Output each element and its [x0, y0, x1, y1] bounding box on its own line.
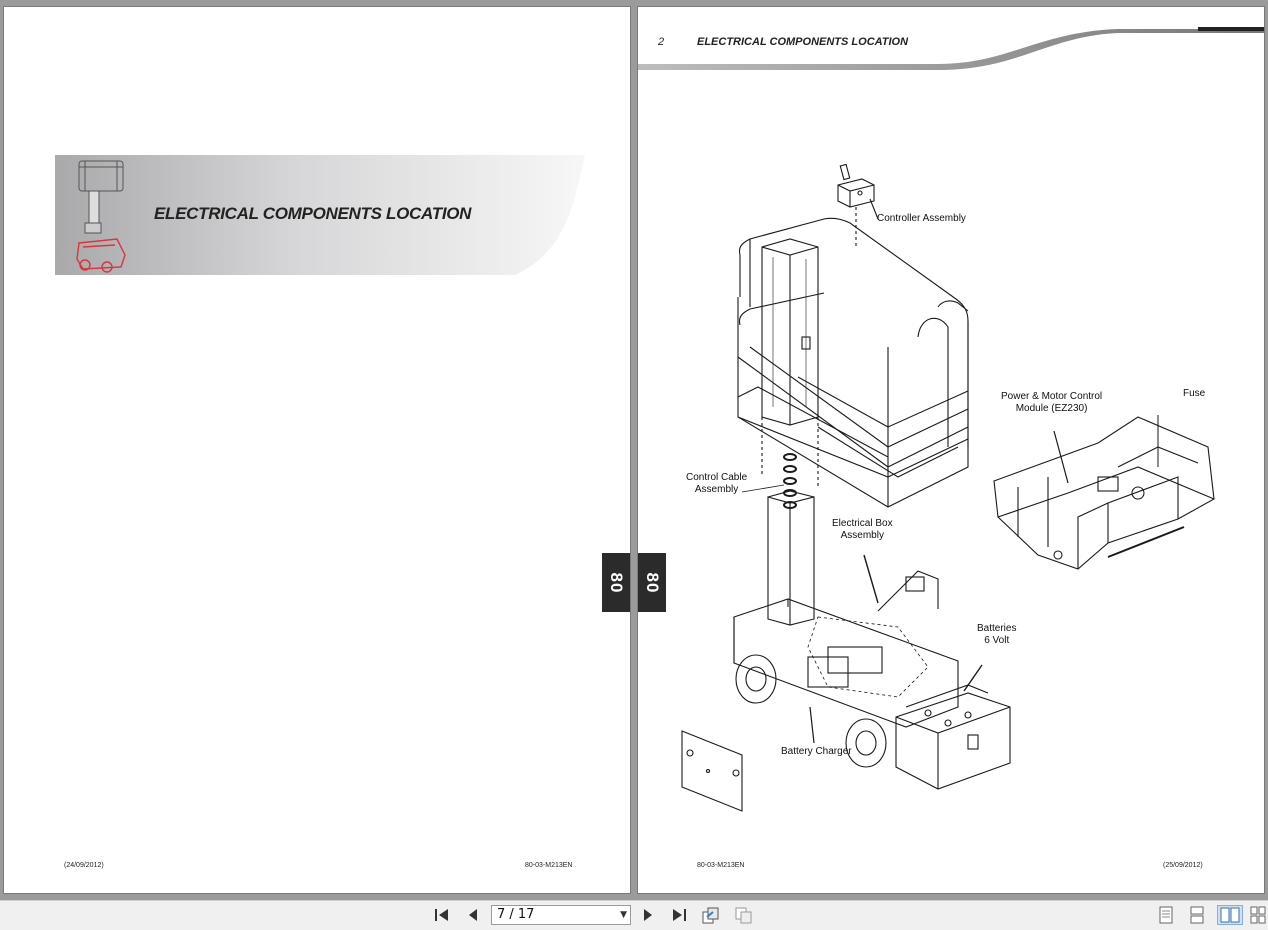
prev-page-button[interactable] [462, 905, 484, 925]
footer-date: (24/09/2012) [64, 862, 104, 869]
first-page-button[interactable] [431, 905, 453, 925]
callout-electrical-box-line2: Assembly [840, 530, 884, 541]
section-tab-label: 80 [643, 572, 662, 593]
left-page [4, 7, 630, 893]
chassis-detail-drawing [994, 415, 1214, 569]
prev-page-icon [467, 908, 479, 922]
callout-batteries-line2: 6 Volt [984, 635, 1010, 646]
callout-control-cable-line1: Control Cable [686, 472, 748, 483]
header-title: ELECTRICAL COMPONENTS LOCATION [697, 36, 909, 48]
banner-title: ELECTRICAL COMPONENTS LOCATION [154, 204, 472, 223]
platform-basket-drawing [738, 218, 968, 507]
callout-fuse: Fuse [1183, 388, 1206, 399]
go-back-button[interactable] [700, 905, 722, 925]
last-page-icon [671, 908, 687, 922]
go-forward-icon [734, 906, 754, 924]
callout-battery-charger: Battery Charger [781, 746, 852, 757]
battery-tray-drawing [896, 685, 1010, 789]
footer-code: 80-03-M213EN [525, 862, 573, 869]
first-page-icon [434, 908, 450, 922]
two-page-continuous-view-icon [1250, 906, 1266, 924]
callout-control-cable [686, 472, 747, 496]
two-page-view-icon [1220, 907, 1240, 923]
go-forward-button[interactable] [733, 905, 755, 925]
single-page-view-icon [1159, 906, 1173, 924]
callout-power-motor-line2: Module (EZ230) [1015, 403, 1088, 414]
callout-batteries [977, 623, 1016, 647]
controller-assembly-drawing [838, 164, 878, 247]
single-page-view-button[interactable] [1155, 905, 1177, 925]
control-cable-drawing [784, 454, 796, 508]
callout-batteries-line1: Batteries [977, 623, 1017, 634]
continuous-view-icon [1190, 906, 1204, 924]
two-page-continuous-view-button[interactable] [1249, 905, 1267, 925]
page-number-value: 7 / 17 [497, 907, 535, 922]
callout-control-cable-line2: Assembly [694, 484, 739, 495]
right-page [638, 7, 1264, 893]
pdf-viewer-toolbar [0, 900, 1268, 930]
cover-plate-drawing [682, 731, 742, 811]
callout-controller-assembly: Controller Assembly [877, 213, 966, 224]
callout-power-motor-line1: Power & Motor Control [1001, 391, 1103, 402]
go-back-icon [701, 906, 721, 924]
page-number-select[interactable] [491, 905, 631, 925]
section-tab [602, 553, 630, 612]
footer-code: 80-03-M213EN [697, 862, 745, 869]
callout-power-motor-module [1001, 391, 1102, 415]
dropdown-arrow-icon: ▼ [620, 910, 627, 920]
footer-date: (25/09/2012) [1163, 862, 1203, 869]
next-page-icon [642, 908, 654, 922]
callout-electrical-box-line1: Electrical Box [832, 518, 893, 529]
section-tab-label: 80 [607, 572, 626, 593]
mast-drawing [762, 239, 818, 625]
two-page-view-button[interactable] [1217, 905, 1243, 925]
next-page-button[interactable] [637, 905, 659, 925]
last-page-button[interactable] [668, 905, 690, 925]
header-number: 2 [658, 36, 665, 48]
continuous-view-button[interactable] [1186, 905, 1208, 925]
callout-electrical-box [832, 518, 893, 542]
section-tab [638, 553, 666, 612]
